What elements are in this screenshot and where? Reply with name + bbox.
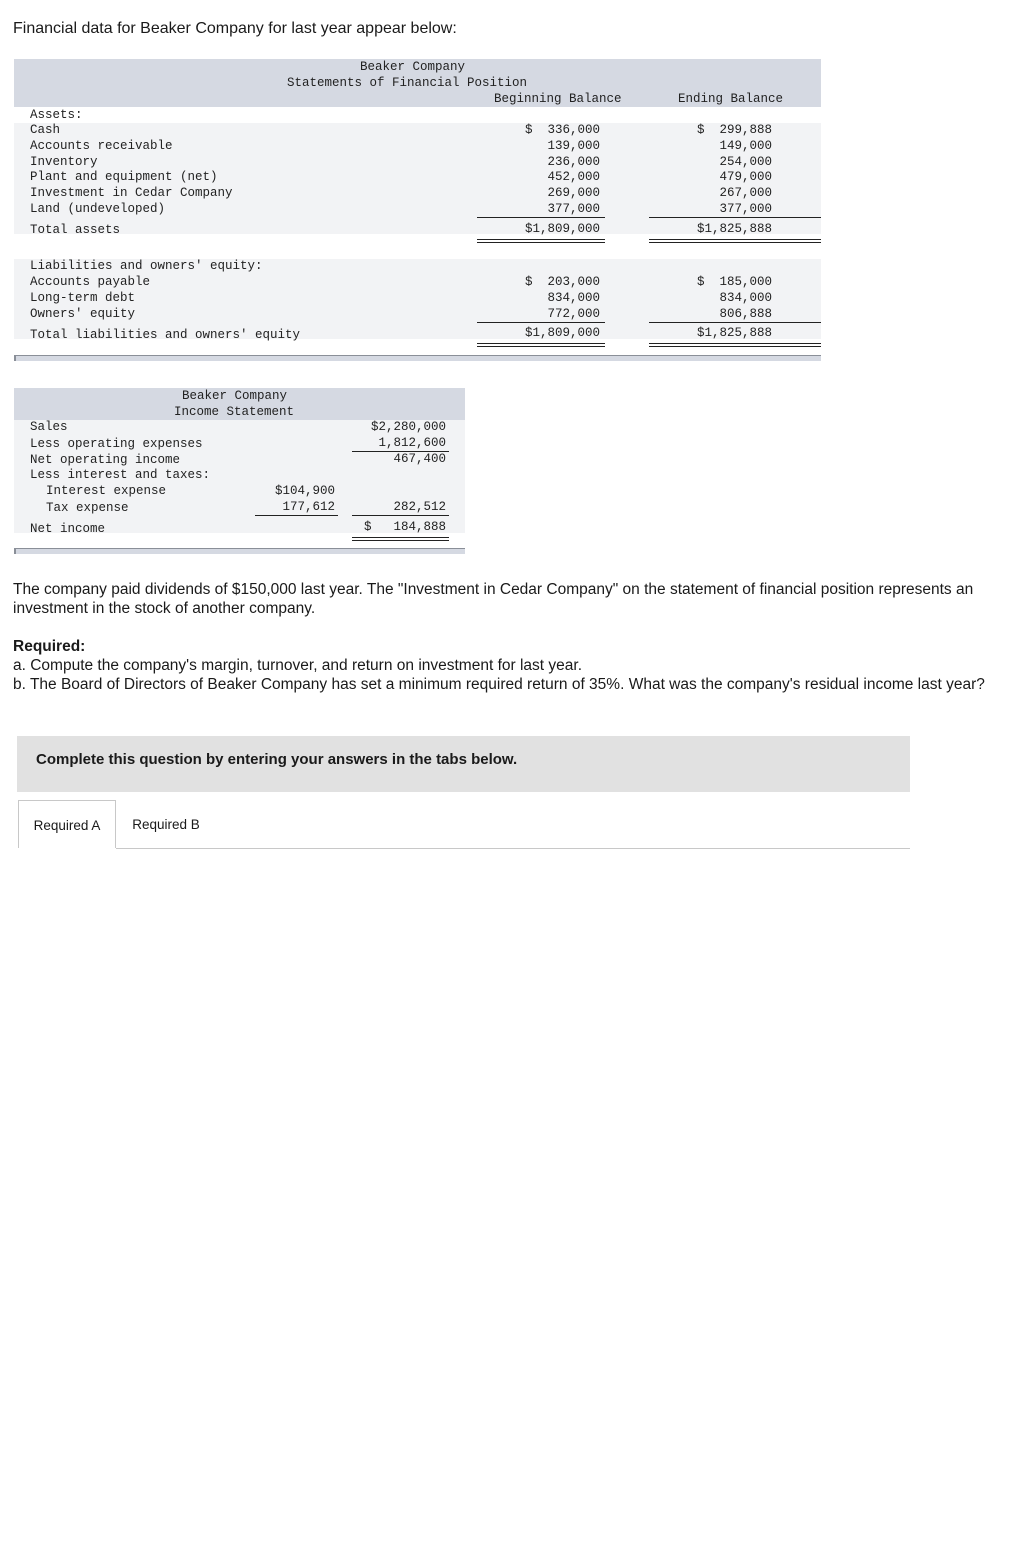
instruction-text: Complete this question by entering your answers in the tabs below. (36, 751, 518, 768)
bs-title: Statements of Financial Position (287, 76, 528, 90)
tax-value: 177,612 (282, 500, 335, 514)
bs-company: Beaker Company (360, 60, 466, 74)
net-income-dollar: $ (364, 520, 372, 534)
int-tax-heading: Less interest and taxes: (30, 468, 211, 482)
tab-required-b[interactable]: Required B (116, 800, 216, 848)
end-value: 377,000 (719, 202, 772, 216)
end-value: 254,000 (719, 155, 772, 169)
is-company: Beaker Company (182, 389, 288, 403)
row-label: Land (undeveloped) (30, 202, 166, 216)
required-b-text: b. The Board of Directors of Beaker Company has set a minimum required return of 35%. What was the company's residual income last year? (13, 676, 985, 693)
row-label: Investment in Cedar Company (30, 186, 233, 200)
begin-value: 139,000 (547, 139, 600, 153)
subtotal-rule (352, 515, 449, 516)
opex-label: Less operating expenses (30, 437, 203, 451)
row-label: Plant and equipment (net) (30, 170, 218, 184)
row-label: Owners' equity (30, 307, 136, 321)
begin-value: $1,809,000 (524, 326, 600, 340)
total-double-rule (477, 239, 605, 243)
total-double-rule (352, 537, 449, 541)
is-title: Income Statement (174, 405, 295, 419)
sales-label: Sales (30, 420, 68, 434)
subtotal-rule (649, 217, 821, 218)
end-value: $ 185,000 (696, 275, 772, 289)
end-value: $1,825,888 (696, 326, 772, 340)
row-label: Accounts receivable (30, 139, 173, 153)
opex-value: 1,812,600 (378, 436, 446, 450)
begin-value: 236,000 (547, 155, 600, 169)
assets-heading: Assets: (30, 108, 83, 122)
int-tax-total: 282,512 (393, 500, 446, 514)
begin-value: $1,809,000 (524, 222, 600, 236)
end-value: $ 299,888 (696, 123, 772, 137)
end-value: 149,000 (719, 139, 772, 153)
row-label: Inventory (30, 155, 98, 169)
row-label: Long-term debt (30, 291, 136, 305)
tab-required-a[interactable]: Required A (18, 800, 116, 848)
end-value: 479,000 (719, 170, 772, 184)
tax-label: Tax expense (46, 501, 129, 515)
begin-value: $ 336,000 (524, 123, 600, 137)
begin-value: 377,000 (547, 202, 600, 216)
end-value: $1,825,888 (696, 222, 772, 236)
liabilities-heading: Liabilities and owners' equity: (30, 259, 263, 273)
row-label: Cash (30, 123, 61, 137)
begin-value: $ 203,000 (524, 275, 600, 289)
total-double-rule (649, 239, 821, 243)
col-beginning-balance: Beginning Balance (494, 92, 622, 106)
required-title: Required: (13, 638, 86, 655)
begin-value: 772,000 (547, 307, 600, 321)
subtotal-rule (649, 322, 821, 323)
table-footer-bar (14, 355, 821, 361)
sales-value: $2,280,000 (370, 420, 446, 434)
income-statement-table (14, 388, 465, 556)
required-section (13, 637, 1008, 694)
net-income-label: Net income (30, 522, 106, 536)
table-footer-bar (14, 548, 465, 554)
begin-value: 834,000 (547, 291, 600, 305)
row-label: Accounts payable (30, 275, 151, 289)
total-double-rule (649, 343, 821, 347)
dividend-paragraph: The company paid dividends of $150,000 last year. The "Investment in Cedar Company" on the statement of financial position represents an investment in the stock of another company. (13, 581, 974, 617)
row-label: Total assets (30, 223, 121, 237)
col-ending-balance: Ending Balance (678, 92, 784, 106)
subtotal-rule (255, 515, 338, 516)
balance-sheet-table (14, 59, 821, 363)
instruction-box (17, 736, 910, 792)
noi-label: Net operating income (30, 453, 181, 467)
intro-text: Financial data for Beaker Company for last year appear below: (13, 20, 457, 37)
end-value: 806,888 (719, 307, 772, 321)
interest-label: Interest expense (46, 484, 167, 498)
answer-tabs (18, 800, 910, 850)
end-value: 834,000 (719, 291, 772, 305)
begin-value: 452,000 (547, 170, 600, 184)
row-label: Total liabilities and owners' equity (30, 328, 301, 342)
interest-value: $104,900 (274, 484, 335, 498)
subtotal-rule (477, 217, 605, 218)
subtotal-rule (477, 322, 605, 323)
end-value: 267,000 (719, 186, 772, 200)
required-a-text: a. Compute the company's margin, turnover, and return on investment for last year. (13, 657, 582, 674)
begin-value: 269,000 (547, 186, 600, 200)
net-income-value: 184,888 (393, 520, 446, 534)
noi-value: 467,400 (393, 452, 446, 466)
total-double-rule (477, 343, 605, 347)
tab-baseline (116, 848, 910, 849)
